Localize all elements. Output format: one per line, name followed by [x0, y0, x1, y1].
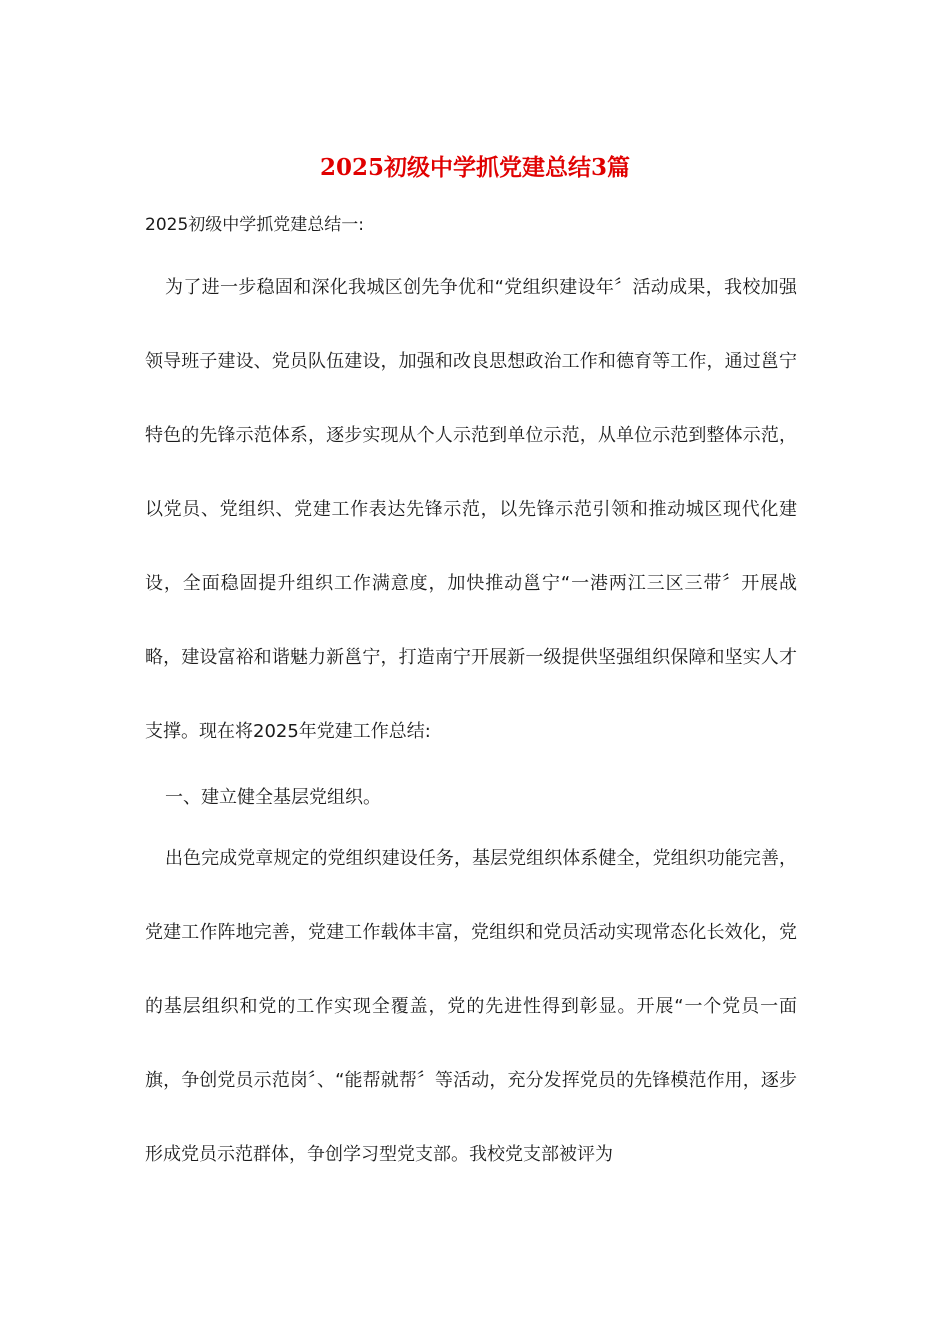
document-title: 2025初级中学抓党建总结3篇: [319, 154, 631, 181]
body-paragraph-2: 出色完成党章规定的党组织建设任务，基层党组织体系健全，党组织功能完善，党建工作阵地完善，党建工作载体丰富，党组织和党员活动实现常态化长效化，党的基层组织和党的工作实现全覆盖，党的先进性得到彰显。开展“一个党员一面旗，争创党员示范岗〞、“能帮就帮〞等活动，充分发挥党员的先锋模范作用，逐步形成党员示范群体，争创学习型党支部。我校党支部被评为: [145, 848, 797, 1165]
section-heading-1: 一、建立健全基层党组织。: [165, 787, 381, 808]
section-subheading: 2025初级中学抓党建总结一:: [145, 215, 364, 235]
body-paragraph-1: 为了进一步稳固和深化我城区创先争优和“党组织建设年〞活动成果，我校加强领导班子建设、党员队伍建设，加强和改良思想政治工作和德育等工作，通过邕宁特色的先锋示范体系，逐步实现从个人示范到单位示范，从单位示范到整体示范，以党员、党组织、党建工作表达先锋示范，以先锋示范引领和推动城区现代化建设，全面稳固提升组织工作满意度，加快推动邕宁“一港两江三区三带〞开展战略，建设富裕和谐魅力新邕宁，打造南宁开展新一级提供坚强组织保障和坚实人才支撑。现在将2025年党建工作总结:: [145, 277, 797, 742]
